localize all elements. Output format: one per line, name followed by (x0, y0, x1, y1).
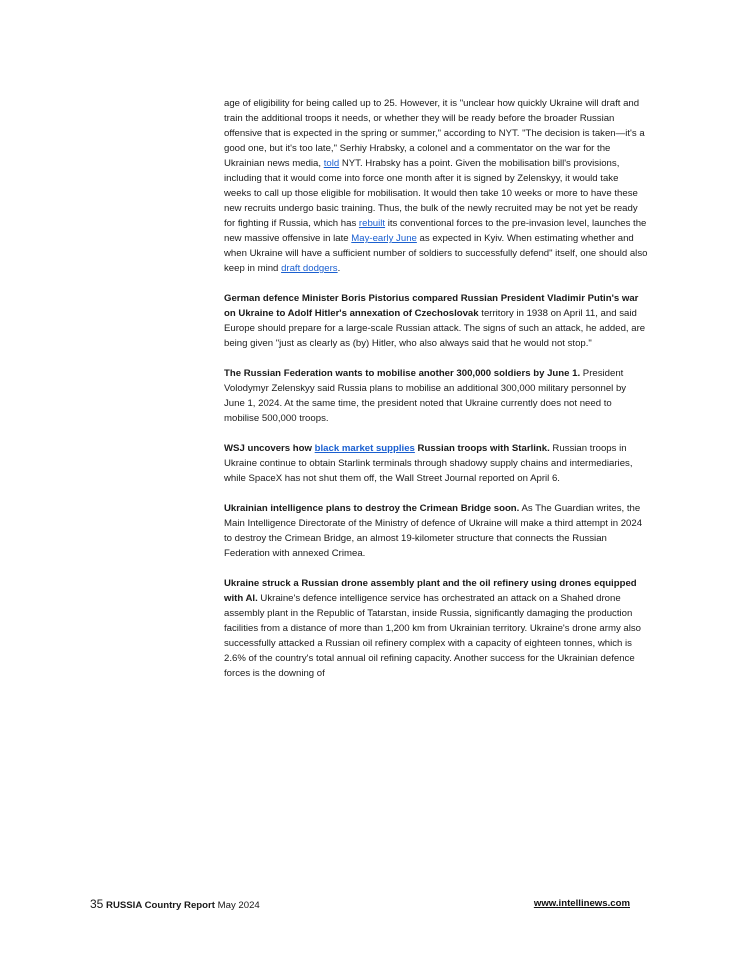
paragraph-mobilisation: age of eligibility for being called up to 25. However, it is "unclear how quickly Ukraine will draft and train the additional troops it needs, or whether they will be ready before the broader Russian offensive that is expected in the spring or summer," according to NYT. "The decision is taken—it's a good one, but it's too late," Serhiy Hrabsky, a colonel and a commentator on the war for the Ukrainian news media, told NYT. Hrabsky has a point. Given the mobilisation bill's provisions, including that it would come into force one month after it is signed by Zelenskyy, it would take weeks to call up those eligible for mobilisation. It would then take 10 weeks or more to have these new recruits undergo basic training. Thus, the bulk of the newly recruited may be not yet be ready for fighting if Russia, which has rebuilt its conventional forces to the pre-invasion level, launches the new massive offensive in late May-early June as expected in Kyiv. When estimating whether and when Ukraine will have a sufficient number of soldiers to successfully defend" itself, one should also keep in mind draft dodgers. (224, 98, 648, 274)
link-told[interactable]: told (323, 158, 340, 169)
link-may-early-june[interactable]: May-early June (351, 233, 417, 244)
paragraph-crimean-bridge: Ukrainian intelligence plans to destroy the Crimean Bridge soon. As The Guardian writes, the Main Intelligence Directorate of the Ministry of defence of Ukraine will make a third attempt in 2024 to destroy the Crimean Bridge, an almost 19-kilometer structure that connects the Russian Federation with annexed Crimea. (224, 503, 643, 559)
page-footer (90, 896, 630, 912)
lead-sentence: Ukraine struck a Russian drone assembly plant and the oil refinery using drones equipped with AI. (224, 578, 637, 604)
paragraph-mobilise-300000: The Russian Federation wants to mobilise another 300,000 soldiers by June 1. President Volodymyr Zelenskyy said Russia plans to mobilise an additional 300,000 military personnel by June 1, 2024. At the same time, the president noted that Ukraine currently does not need to mobilise 500,000 troops. (224, 368, 627, 424)
paragraph-pistorius: German defence Minister Boris Pistorius compared Russian President Vladimir Putin's war on Ukraine to Adolf Hitler's annexation of Czechoslovak territory in 1938 on April 11, and said Europe should prepare for a large-scale Russian attack. The signs of such an attack, he added, are being given "just as clearly as (by) Hitler, who also always said that he would not stop." (224, 293, 646, 349)
lead-sentence: The Russian Federation wants to mobilise another 300,000 soldiers by June 1. (224, 368, 581, 379)
paragraph-starlink: WSJ uncovers how black market supplies Russian troops with Starlink. Russian troops in Ukraine continue to obtain Starlink terminals through shadowy supply chains and intermediaries, while SpaceX has not shut them off, the Wall Street Journal reported on April 6. (224, 443, 633, 484)
lead-sentence: Ukrainian intelligence plans to destroy the Crimean Bridge soon. (224, 503, 520, 514)
link-rebuilt[interactable]: rebuilt (358, 218, 386, 229)
report-title: RUSSIA Country Report (106, 900, 215, 911)
link-black-market-supplies[interactable]: black market supplies (314, 443, 415, 454)
link-draft-dodgers[interactable]: draft dodgers (281, 263, 338, 274)
page-number: 35 (90, 897, 104, 911)
report-date: May 2024 (217, 900, 260, 911)
article-body (224, 96, 648, 696)
lead-sentence: WSJ uncovers how black market supplies Russian troops with Starlink. (224, 443, 550, 454)
website-link[interactable]: www.intellinews.com (533, 898, 630, 909)
lead-sentence: German defence Minister Boris Pistorius compared Russian President Vladimir Putin's war on Ukraine to Adolf Hitler's annexation of Czechoslovak (224, 293, 639, 319)
paragraph-drone-plant: Ukraine struck a Russian drone assembly plant and the oil refinery using drones equipped with AI. Ukraine's defence intelligence service has orchestrated an attack on a Shahed drone assembly plant in the Republic of Tatarstan, inside Russia, significantly damaging the production facilities from a distance of more than 1,200 km from Ukrainian territory. Ukraine's drone army also successfully attacked a Russian oil refinery complex with a capacity of eighteen tonnes, which is 2.6% of the country's total annual oil refining capacity. Another success for the Ukrainian defence forces is the downing of (224, 578, 642, 679)
